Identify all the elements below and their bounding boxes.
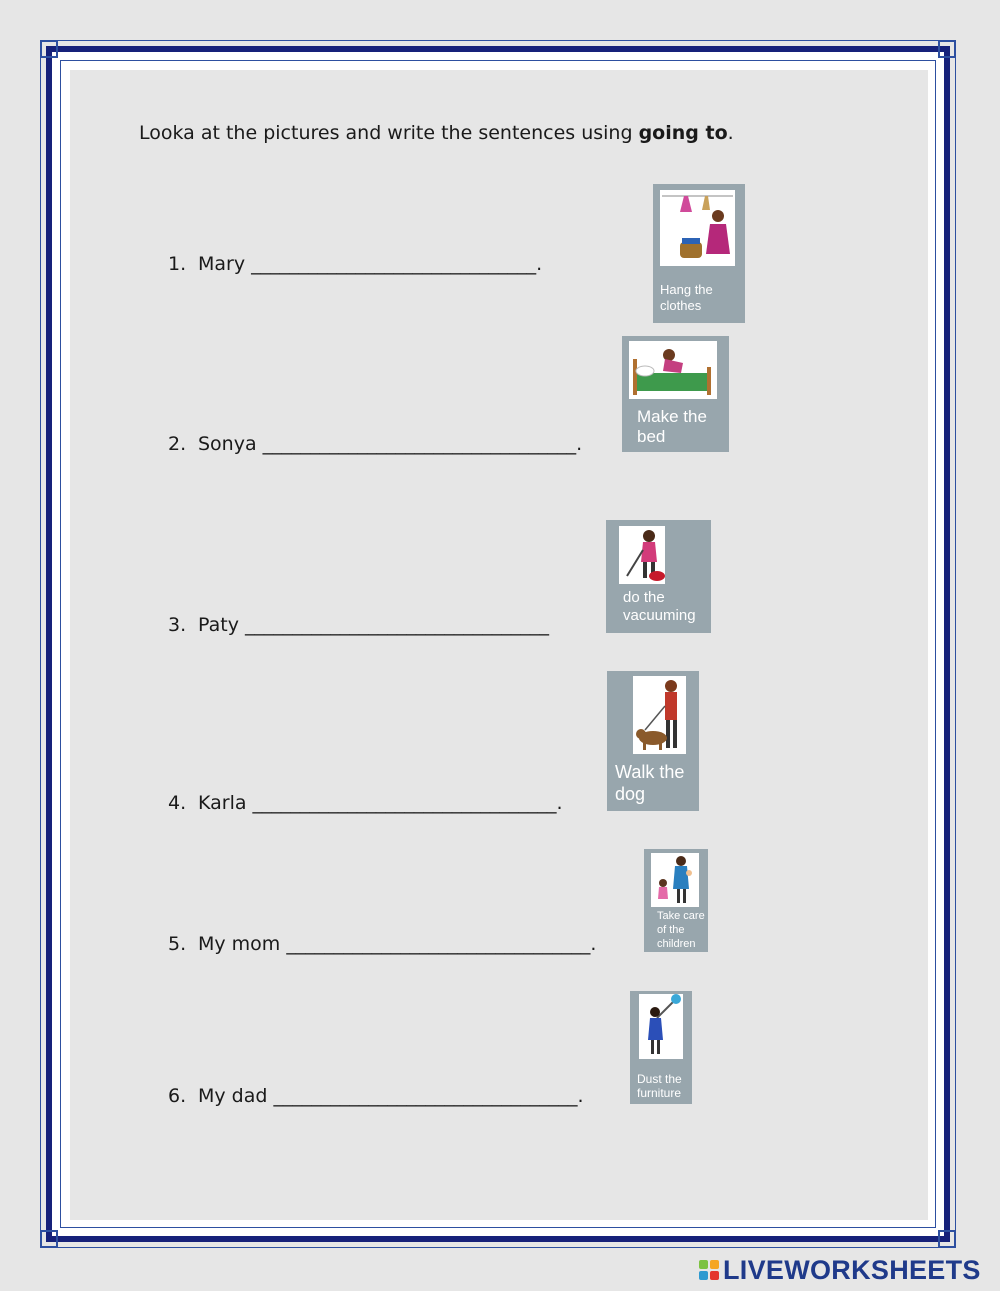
walking-dog-icon	[633, 676, 686, 754]
card-caption: Hang the clothes	[660, 282, 713, 313]
instruction-prefix: Looka at the pictures and write the sentences using	[139, 122, 639, 144]
liveworksheets-logo	[699, 1256, 981, 1284]
answer-blank[interactable]: My dad ________________________________.	[198, 1085, 584, 1107]
item-number: 1.	[168, 253, 187, 275]
picture-card-hang-clothes	[653, 184, 745, 323]
instruction-text	[139, 122, 734, 144]
card-caption: Take care of the children	[657, 910, 705, 950]
corner-ornament	[40, 1230, 58, 1248]
picture-card-walk-dog	[607, 671, 699, 811]
card-caption: Make the bed	[637, 407, 707, 447]
corner-ornament	[40, 40, 58, 58]
dusting-icon	[639, 994, 683, 1059]
item-number: 2.	[168, 433, 187, 455]
hanging-clothes-icon	[660, 190, 735, 266]
logo-text: LIVEWORKSHEETS	[723, 1254, 981, 1285]
vacuuming-icon	[619, 526, 665, 584]
children-care-icon	[651, 853, 699, 907]
corner-ornament	[938, 1230, 956, 1248]
exercise-item-6[interactable]	[168, 1085, 584, 1107]
picture-card-vacuuming	[606, 520, 711, 633]
answer-blank[interactable]: My mom ________________________________.	[198, 933, 597, 955]
exercise-item-2[interactable]	[168, 433, 582, 455]
item-number: 5.	[168, 933, 187, 955]
card-caption: Walk the dog	[615, 762, 685, 804]
answer-blank[interactable]: Paty ________________________________	[198, 614, 549, 636]
card-caption: Dust the furniture	[637, 1072, 682, 1101]
exercise-item-4[interactable]	[168, 792, 563, 814]
card-caption: do the vacuuming	[623, 589, 696, 624]
worksheet-content	[70, 70, 928, 1220]
logo-icon	[699, 1260, 719, 1280]
instruction-bold: going to	[638, 122, 728, 144]
instruction-suffix: .	[727, 122, 734, 144]
making-bed-icon	[629, 341, 717, 399]
exercise-item-3[interactable]	[168, 614, 549, 636]
item-number: 4.	[168, 792, 187, 814]
exercise-item-5[interactable]	[168, 933, 596, 955]
answer-blank[interactable]: Sonya _________________________________.	[198, 433, 583, 455]
picture-card-children-care	[644, 849, 708, 952]
item-number: 6.	[168, 1085, 187, 1107]
picture-card-dusting	[630, 991, 692, 1104]
item-number: 3.	[168, 614, 187, 636]
corner-ornament	[938, 40, 956, 58]
exercise-item-1[interactable]	[168, 253, 542, 275]
answer-blank[interactable]: Mary ______________________________.	[198, 253, 543, 275]
picture-card-make-bed	[622, 336, 729, 452]
answer-blank[interactable]: Karla ________________________________.	[198, 792, 563, 814]
